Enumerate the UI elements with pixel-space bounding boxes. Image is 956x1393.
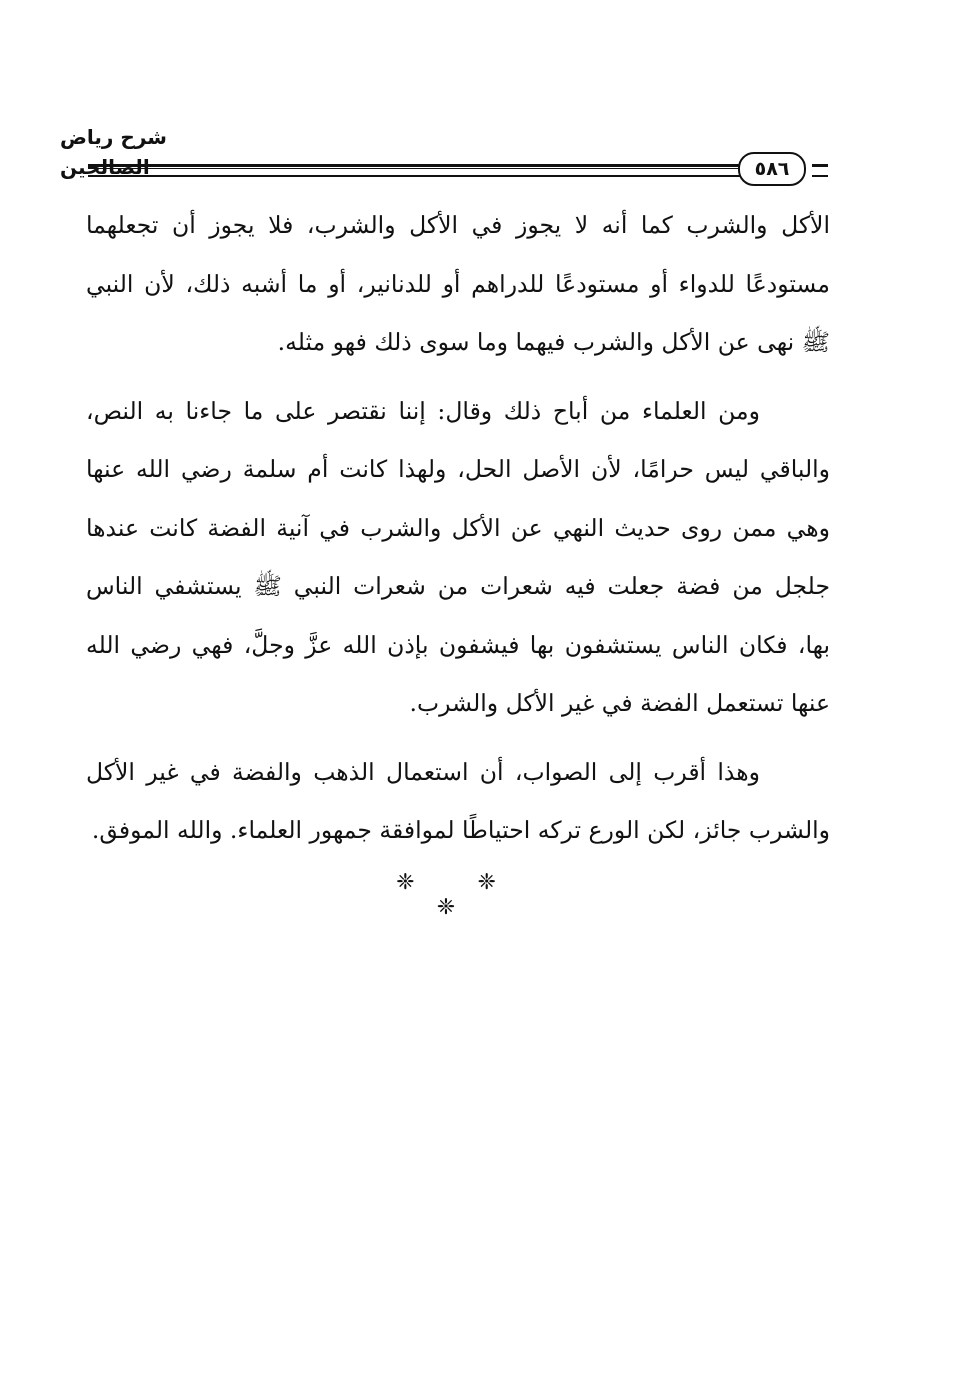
text-line: والشرب جائز، لكن الورع تركه احتياطًا لموافقة جمهور العلماء. والله الموفق. bbox=[91, 816, 830, 844]
text-line: بها، فكان الناس يستشفون بها فيشفون بإذن الله عزَّ وجلَّ، فهي رضي الله bbox=[86, 630, 830, 659]
text-line: جلجل من فضة جعلت فيه شعرات من شعرات النبي ﷺ يستشفي الناس bbox=[86, 572, 830, 600]
text-line: مستودعًا للدواء أو مستودعًا للدراهم أو للدنانير، أو ما أشبه ذلك، لأن النبي bbox=[86, 269, 830, 298]
paragraph-1 bbox=[86, 196, 830, 372]
page-number: ٥٨٦ bbox=[738, 152, 806, 186]
text-line: وهذا أقرب إلى الصواب، أن استعمال الذهب والفضة في غير الأكل bbox=[86, 757, 760, 786]
header-rule-right bbox=[812, 164, 828, 177]
text-line: والباقي ليس حرامًا، لأن الأصل الحل، ولهذا كانت أم سلمة رضي الله عنها bbox=[86, 455, 830, 483]
text-line: ﷺ نهى عن الأكل والشرب فيهما وما سوى ذلك فهو مثله. bbox=[277, 328, 830, 356]
header-rule bbox=[88, 158, 828, 182]
text-line: عنها تستعمل الفضة في غير الأكل والشرب. bbox=[409, 689, 830, 717]
text-line: ومن العلماء من أباح ذلك وقال: إننا نقتصر على ما جاءنا به النص، bbox=[86, 396, 760, 425]
text-line: الأكل والشرب كما أنه لا يجوز في الأكل والشرب، فلا يجوز أن تجعلهما bbox=[86, 211, 830, 239]
paragraph-3 bbox=[86, 743, 830, 860]
paragraph-2 bbox=[86, 382, 830, 733]
body-text bbox=[86, 196, 830, 870]
running-header-title: شرح رياض الصالحين bbox=[60, 125, 167, 179]
text-line: وهي ممن روى حديث النهي عن الأكل والشرب في آنية الفضة كانت عندها bbox=[86, 513, 830, 542]
header-rule-left bbox=[88, 164, 740, 177]
section-separator: ❈ ❈ ❈ bbox=[396, 870, 524, 920]
